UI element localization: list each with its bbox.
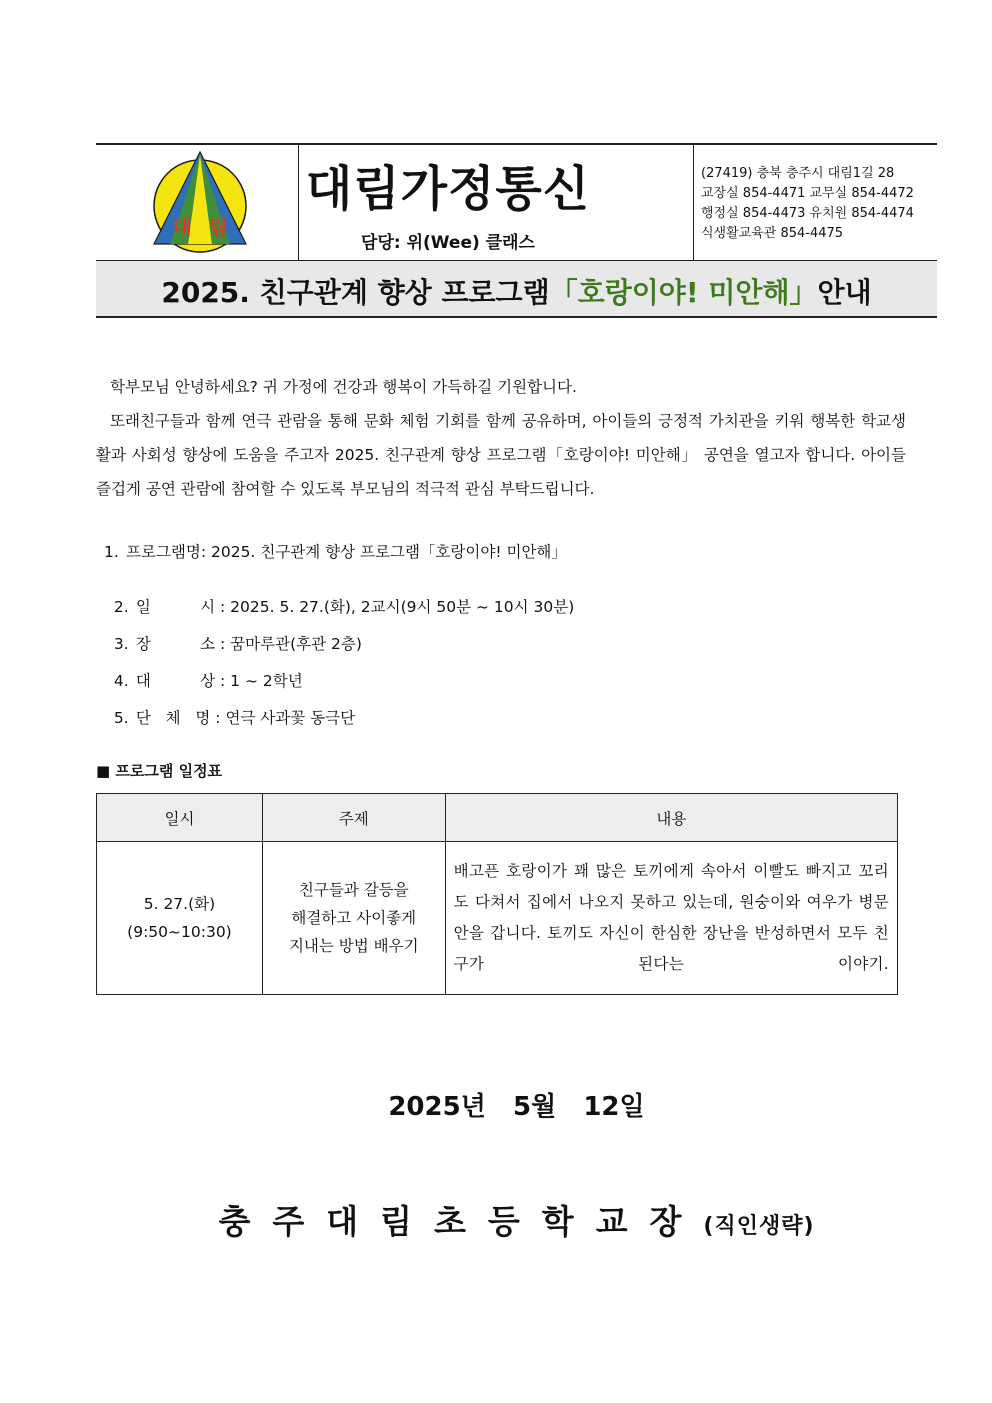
detail-label: 단 체 명 — [135, 709, 211, 727]
school-address-block — [701, 164, 914, 244]
phone-line: 행정실 854-4473 유치원 854-4474 — [701, 206, 914, 221]
detail-number: 5. — [113, 709, 129, 727]
header-divider-right — [693, 143, 694, 260]
intro-paragraph: 또래친구들과 함께 연극 관람을 통해 문화 체험 기회를 함께 공유하며, 아이들의 긍정적 가치관을 키워 행복한 학교생활과 사회성 향상에 도움을 주고자 2025. 친구관계 향상 프로그램「호랑이야! 미안해」 공연을 열고자 합니다. 아이들 즐겁게 공연 관람에 참여할 수 있도록 부모님의 적극적 관심 부탁드립니다. — [96, 412, 906, 498]
detail-item-target — [104, 651, 303, 691]
detail-value: 연극 사과꽃 동극단 — [225, 709, 356, 727]
detail-number: 4. — [113, 672, 129, 690]
topic-line: 지내는 방법 배우기 — [288, 937, 419, 955]
logo-text-left: 대 — [172, 215, 192, 239]
detail-item-datetime — [104, 577, 574, 617]
school-logo-icon — [148, 150, 252, 254]
schedule-table — [96, 793, 898, 995]
detail-value: 2025. 친구관계 향상 프로그램「호랑이야! 미안해」 — [211, 543, 567, 561]
signer-block — [96, 1196, 937, 1243]
header-bottom-rule — [96, 316, 937, 318]
detail-item-program — [104, 540, 567, 562]
detail-separator: : — [200, 543, 207, 561]
principal-title: 충주대림초등학교장 — [218, 1202, 704, 1241]
cell-date — [97, 842, 263, 995]
address-line: (27419) 충북 충주시 대림1길 28 — [701, 166, 895, 181]
greeting-text: 학부모님 안녕하세요? 귀 가정에 건강과 행복이 가득하길 기원합니다. — [110, 378, 577, 396]
schedule-title: ■ 프로그램 일정표 — [96, 762, 223, 780]
detail-label: 대 상 — [135, 672, 216, 690]
topic-line: 해결하고 사이좋게 — [291, 909, 417, 927]
topic-line: 친구들과 갈등을 — [298, 881, 409, 899]
detail-value: 2025. 5. 27.(화), 2교시(9시 50분 ~ 10시 30분) — [230, 598, 575, 616]
table-row — [97, 842, 898, 995]
seal-omitted-note: (직인생략) — [703, 1214, 815, 1239]
notice-heading-suffix: 안내 — [817, 276, 872, 309]
column-header-content: 내용 — [445, 794, 897, 842]
notice-heading-program: 「호랑이야! 미안해」 — [549, 276, 818, 309]
detail-item-group — [104, 688, 355, 728]
school-logo — [148, 150, 252, 254]
detail-value: 꿈마루관(후관 2층) — [230, 635, 362, 653]
table-header-row — [97, 794, 898, 842]
phone-line: 식생활교육관 854-4475 — [701, 226, 844, 241]
header-top-rule — [96, 143, 937, 145]
detail-value: 1 ~ 2학년 — [230, 672, 303, 690]
notice-heading — [96, 271, 937, 311]
detail-label: 프로그램명 — [126, 543, 201, 561]
detail-separator: : — [215, 635, 226, 653]
detail-item-location — [104, 614, 362, 654]
cell-topic — [262, 842, 445, 995]
newsletter-subtitle: 담당: 위(Wee) 클래스 — [361, 233, 535, 253]
header-mid-rule — [96, 260, 937, 261]
detail-number: 1. — [104, 543, 119, 561]
logo-text-right: 림 — [208, 215, 228, 239]
column-header-topic: 주제 — [262, 794, 445, 842]
detail-number: 3. — [113, 635, 129, 653]
detail-label: 일 시 — [135, 598, 216, 616]
detail-separator: : — [215, 598, 226, 616]
cell-content: 배고픈 호랑이가 꽤 많은 토끼에게 속아서 이빨도 빠지고 꼬리도 다쳐서 집에서 나오지 못하고 있는데, 원숭이와 여우가 병문안을 갑니다. 토끼도 자신이 한심한 장난을 반성하면서 모두 친구가 된다는 이야기. — [445, 842, 897, 995]
phone-line: 교장실 854-4471 교무실 854-4472 — [701, 186, 914, 201]
detail-separator: : — [210, 709, 221, 727]
detail-label: 장 소 — [135, 635, 216, 653]
newsletter-title: 대림가정통신 — [305, 161, 591, 217]
notice-heading-prefix: 2025. 친구관계 향상 프로그램 — [161, 276, 550, 309]
issue-date: 2025년 5월 12일 — [388, 1092, 645, 1122]
date-line: 5. 27.(화) — [143, 895, 216, 913]
time-line: (9:50~10:30) — [127, 923, 232, 941]
detail-number: 2. — [113, 598, 129, 616]
header-divider-left — [298, 143, 299, 260]
detail-separator: : — [215, 672, 226, 690]
column-header-date: 일시 — [97, 794, 263, 842]
